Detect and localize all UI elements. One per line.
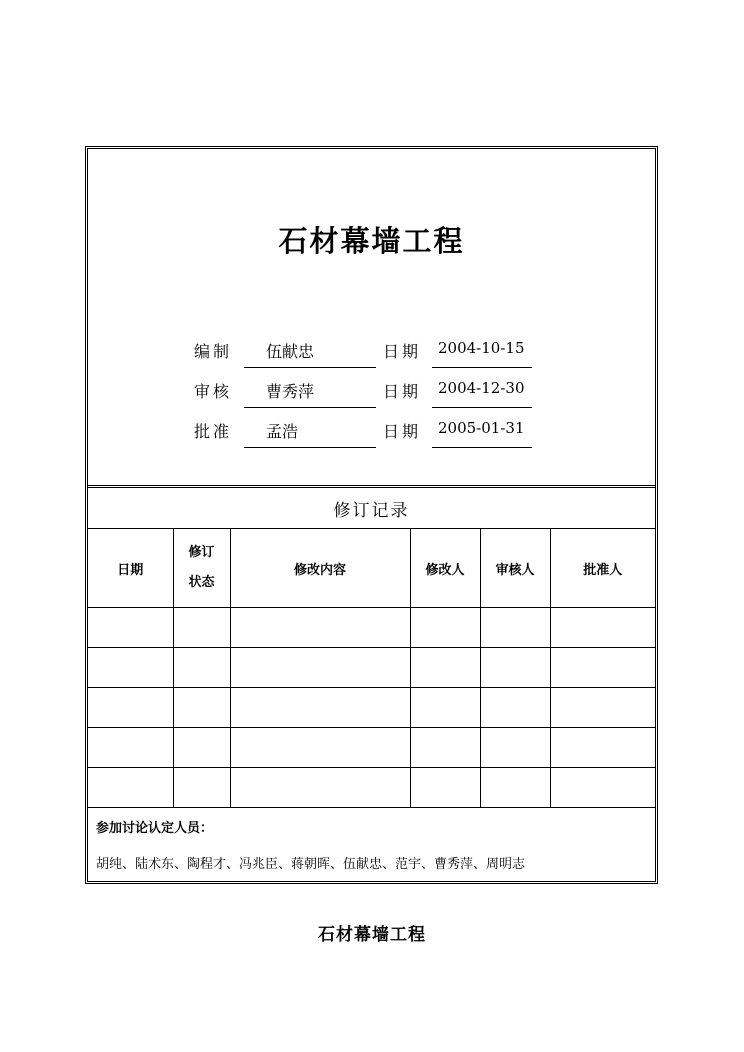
table-cell (230, 608, 410, 648)
table-cell (410, 688, 480, 728)
signature-label: 编制 (194, 342, 233, 361)
table-cell (173, 768, 230, 808)
revision-title-row (88, 488, 655, 529)
table-row (88, 648, 655, 688)
table-cell (173, 648, 230, 688)
date-field (432, 339, 532, 368)
date-label: 日期 (383, 382, 422, 401)
signature-name-field (244, 379, 376, 408)
table-cell (230, 688, 410, 728)
revision-table (88, 488, 655, 808)
table-cell (480, 608, 550, 648)
table-cell (88, 768, 173, 808)
signature-label: 审核 (194, 382, 233, 401)
table-row (88, 608, 655, 648)
table-cell (550, 608, 655, 648)
table-cell (88, 688, 173, 728)
cover-section (88, 149, 655, 485)
signature-name: 曹秀萍 (266, 382, 315, 401)
header-reviewer: 审核人 (480, 529, 550, 608)
signature-row-approver (88, 411, 655, 451)
table-cell (550, 768, 655, 808)
document-frame (85, 146, 658, 884)
signature-name: 孟浩 (266, 422, 299, 441)
header-status (173, 529, 230, 608)
table-cell (410, 728, 480, 768)
header-approver: 批准人 (550, 529, 655, 608)
table-cell (550, 648, 655, 688)
date-value: 2004-10-15 (438, 339, 525, 357)
header-modifier: 修改人 (410, 529, 480, 608)
date-label: 日期 (383, 422, 422, 441)
table-cell (173, 688, 230, 728)
table-cell (480, 768, 550, 808)
participants-label: 参加讨论认定人员： (96, 821, 214, 836)
table-row (88, 728, 655, 768)
revision-header-row (88, 529, 655, 608)
signature-name-field (244, 419, 376, 448)
table-cell (480, 688, 550, 728)
signature-name-field (244, 339, 376, 368)
table-cell (230, 728, 410, 768)
table-cell (480, 648, 550, 688)
revision-title: 修订记录 (88, 488, 655, 529)
table-cell (88, 608, 173, 648)
table-cell (410, 608, 480, 648)
date-value: 2005-01-31 (438, 419, 525, 437)
signature-label: 批准 (194, 422, 233, 441)
signature-name: 伍献忠 (266, 342, 315, 361)
table-row (88, 688, 655, 728)
participants-names: 胡纯、陆术东、陶程才、冯兆臣、蒋朝晖、伍献忠、范宇、曹秀萍、周明志 (96, 857, 526, 872)
table-cell (230, 648, 410, 688)
table-row (88, 768, 655, 808)
header-content: 修改内容 (230, 529, 410, 608)
table-cell (480, 728, 550, 768)
footer-title: 石材幕墙工程 (318, 925, 426, 945)
participants-section (88, 805, 655, 881)
table-cell (550, 728, 655, 768)
header-status-line2: 状态 (188, 575, 215, 590)
table-cell (410, 768, 480, 808)
table-cell (173, 608, 230, 648)
table-cell (410, 648, 480, 688)
table-cell (550, 688, 655, 728)
document-title: 石材幕墙工程 (278, 224, 465, 258)
table-cell (230, 768, 410, 808)
header-date: 日期 (88, 529, 173, 608)
table-cell (88, 728, 173, 768)
header-status-line1: 修订 (188, 545, 215, 561)
date-field (432, 379, 532, 408)
signature-row-compiler (88, 331, 655, 371)
date-label: 日期 (383, 342, 422, 361)
date-field (432, 419, 532, 448)
table-cell (88, 648, 173, 688)
signature-row-reviewer (88, 371, 655, 411)
table-cell (173, 728, 230, 768)
date-value: 2004-12-30 (438, 379, 525, 397)
